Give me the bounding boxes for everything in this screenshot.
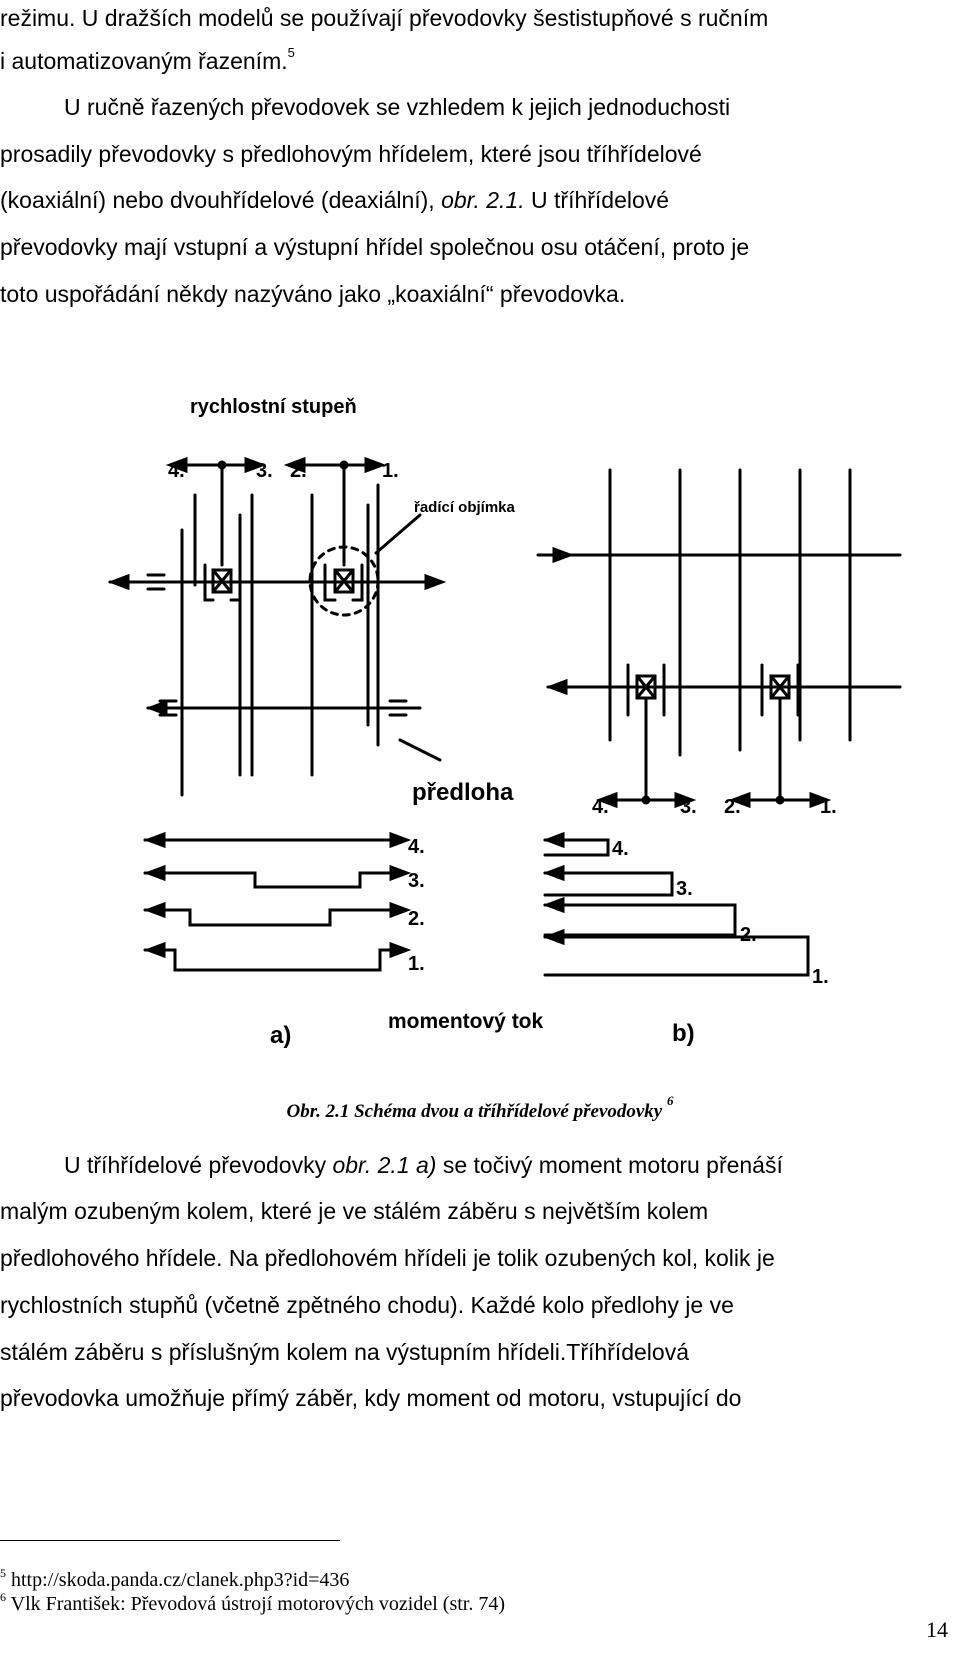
figure-reference: obr. 2.1 a) bbox=[332, 1152, 437, 1178]
flow-a-1: 1. bbox=[408, 953, 425, 975]
gear-b-4: 4. bbox=[592, 796, 609, 818]
body-line-11 bbox=[0, 1290, 958, 1320]
gear-b-3: 3. bbox=[680, 796, 697, 818]
page-number: 14 bbox=[926, 1617, 948, 1642]
text: i automatizovaným řazením. bbox=[0, 48, 288, 74]
body-line-10 bbox=[0, 1243, 958, 1273]
footnote-link[interactable]: http://skoda.panda.cz/clanek.php3?id=436 bbox=[11, 1569, 350, 1591]
body-line-6 bbox=[0, 232, 958, 262]
text: předlohového hřídele. Na předlohovém hřídeli je tolik ozubených kol, kolik je bbox=[0, 1245, 775, 1271]
text: (koaxiální) nebo dvouhřídelové (deaxiální), bbox=[0, 187, 435, 213]
flow-b-4: 4. bbox=[612, 838, 629, 860]
text: převodovka umožňuje přímý záběr, kdy moment od motoru, vstupující do bbox=[0, 1385, 742, 1411]
gearbox-schematic-figure bbox=[108, 380, 928, 1080]
text: toto uspořádání někdy nazýváno jako „koaxiální“ převodovka. bbox=[0, 281, 626, 307]
footnote-text: Vlk František: Převodová ústrojí motorových vozidel (str. 74) bbox=[10, 1593, 506, 1615]
text: stálém záběru s příslušným kolem na výstupním hřídeli.Tříhřídelová bbox=[0, 1339, 689, 1365]
footnote-5 bbox=[0, 1568, 349, 1592]
gear-a-2: 2. bbox=[290, 460, 307, 482]
flow-a-2: 2. bbox=[408, 908, 425, 930]
gear-a-3: 3. bbox=[256, 460, 273, 482]
body-line-5 bbox=[0, 185, 958, 215]
body-line-9 bbox=[0, 1196, 958, 1226]
gear-b-1: 1. bbox=[820, 796, 837, 818]
flow-b-2: 2. bbox=[740, 924, 757, 946]
footnote-ref-6[interactable]: 6 bbox=[667, 1093, 674, 1108]
label-speed: rychlostní stupeň bbox=[190, 396, 357, 418]
body-line-7 bbox=[0, 279, 958, 309]
footnote-divider bbox=[0, 1540, 340, 1541]
text: se točivý moment motoru přenáší bbox=[442, 1152, 783, 1178]
figure-reference: obr. 2.1. bbox=[441, 187, 525, 213]
label-torque: momentový tok bbox=[388, 1010, 544, 1033]
body-line-3 bbox=[64, 92, 958, 122]
label-sleeve: řadící objímka bbox=[414, 499, 515, 516]
label-countershaft: předloha bbox=[412, 779, 514, 806]
label-part-a: a) bbox=[270, 1022, 292, 1049]
flow-a-4: 4. bbox=[408, 836, 425, 858]
text: U ručně řazených převodovek se vzhledem k jejich jednoduchosti bbox=[64, 94, 731, 120]
text: U tříhřídelové převodovky bbox=[64, 1152, 327, 1178]
text: převodovky mají vstupní a výstupní hřídel společnou osu otáčení, proto je bbox=[0, 234, 750, 260]
text: režimu. U dražších modelů se používají převodovky šestistupňové s ručním bbox=[0, 5, 769, 31]
body-line-1 bbox=[0, 3, 958, 33]
gear-a-1: 1. bbox=[382, 460, 399, 482]
body-line-13 bbox=[0, 1383, 958, 1413]
label-part-b: b) bbox=[672, 1020, 695, 1047]
gear-b-2: 2. bbox=[724, 796, 741, 818]
flow-a-3: 3. bbox=[408, 870, 425, 892]
flow-b-3: 3. bbox=[676, 878, 693, 900]
text: rychlostních stupňů (včetně zpětného chodu). Každé kolo předlohy je ve bbox=[0, 1292, 734, 1318]
text: prosadily převodovky s předlohovým hřídelem, které jsou tříhřídelové bbox=[0, 141, 702, 167]
body-line-12 bbox=[0, 1337, 958, 1367]
text: malým ozubeným kolem, které je ve stálém záběru s největším kolem bbox=[0, 1198, 709, 1224]
body-line-8 bbox=[64, 1150, 958, 1180]
caption-text: Obr. 2.1 Schéma dvou a tříhřídelové převodovky bbox=[286, 1101, 663, 1122]
flow-b-1: 1. bbox=[812, 966, 829, 988]
gear-a-4: 4. bbox=[168, 460, 185, 482]
footnote-number: 5 bbox=[0, 1566, 6, 1580]
figure-caption bbox=[0, 1093, 960, 1123]
footnote-6 bbox=[0, 1592, 505, 1616]
text: U tříhřídelové bbox=[531, 187, 670, 213]
footnote-ref-5[interactable]: 5 bbox=[287, 45, 295, 60]
body-line-4 bbox=[0, 139, 958, 169]
footnote-number: 6 bbox=[0, 1590, 6, 1604]
body-line-2 bbox=[0, 46, 958, 76]
